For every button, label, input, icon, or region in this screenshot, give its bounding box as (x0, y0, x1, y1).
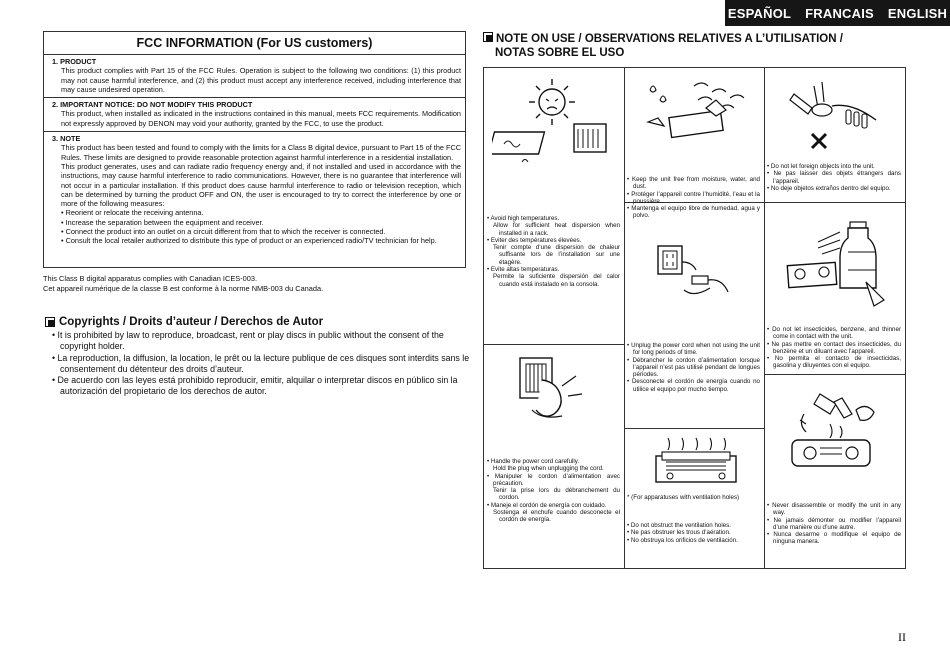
ventilation-illustration (648, 436, 744, 494)
copyrights-heading (45, 316, 323, 328)
list-item: • Ne pas laisser des objets étrangers dans l’appareil. (767, 170, 901, 185)
list-item: • Keep the unit free from moisture, water, and dust. (627, 176, 760, 191)
section-body: This product has been tested and found to comply with the limits for a Class B digital device, pursuant to Part 15 of the FCC Rules. These limits are designed to provide reasonable protection against harmful interference in a residential installation. (61, 143, 461, 162)
fcc-section-product (44, 55, 465, 98)
language-bar (725, 0, 950, 26)
item-main: Avoid high temperatures. (490, 215, 560, 222)
cell-foreign-objects (764, 68, 905, 202)
foreign-text (767, 163, 901, 192)
copyrights-list (52, 330, 470, 398)
checkbox-icon (45, 317, 55, 327)
cord-text (487, 458, 620, 524)
unplug-text (627, 342, 760, 393)
note-on-use-grid (483, 67, 906, 569)
list-item: • It is prohibited by law to reproduce, broadcast, rent or play discs in public without the consent of the copyright holder. (52, 330, 470, 353)
spray-can-illustration (778, 212, 896, 312)
language-english: ENGLISH (887, 5, 948, 21)
foreign-objects-illustration (784, 76, 884, 154)
list-item (487, 502, 620, 524)
list-item: • No deje objetos extraños dentro del equipo. (767, 185, 901, 192)
list-item: • Desconecte el cordón de energía cuando no utilice el equipo por mucho tiempo. (627, 378, 760, 393)
list-item: • Increase the separation between the equipment and receiver. (61, 218, 461, 227)
section-heading: 2. IMPORTANT NOTICE: DO NOT MODIFY THIS PRODUCT (52, 100, 253, 110)
fcc-title: FCC INFORMATION (For US customers) (44, 32, 465, 55)
list-item: • Ne pas obstruer les trous d’aération. (627, 529, 760, 536)
section-heading: 1. PRODUCT (52, 57, 97, 66)
list-item (487, 215, 620, 237)
list-item: • Protéger l’appareil contre l’humidité, l’eau et la poussière. (627, 191, 760, 206)
note-title-line2: NOTAS SOBRE EL USO (495, 47, 625, 59)
list-item: • De acuerdo con las leyes está prohibido reproducir, emitir, alquilar o interpretar discos en público sin la autorización del propietario de los derechos de autor. (52, 375, 470, 398)
item-main: Manipuler le cordon d’alimentation avec précaution. (493, 472, 620, 487)
measures-list (52, 208, 461, 245)
list-item: • Consult the local retailer authorized to distribute this type of product or an experienced radio/TV technician for help. (61, 236, 461, 245)
list-item (487, 237, 620, 266)
list-item: • Unplug the power cord when not using the unit for long periods of time. (627, 342, 760, 357)
heat-text (487, 215, 620, 288)
item-main: Maneje el cordón de energía con cuidado. (490, 501, 607, 509)
item-sub: Sostenga el enchufe cuando desconecte el cordón de energía. (493, 509, 620, 524)
insecticides-text (767, 326, 901, 370)
list-item: • Débrancher le cordon d’alimentation lorsque l’appareil n’est pas utilisé pendant de longues périodes. (627, 357, 760, 379)
item-sub: Hold the plug when unplugging the cord. (493, 465, 604, 473)
cell-moisture (624, 68, 764, 220)
item-main: Eviter des températures élevées. (490, 236, 582, 244)
list-item (487, 266, 620, 288)
moisture-illustration (634, 78, 754, 148)
vent-footnote: * (For apparatuses with ventilation holes) (627, 494, 740, 501)
list-item: • Reorient or relocate the receiving antenna. (61, 208, 461, 217)
item-main: Evite altas temperaturas. (490, 266, 560, 274)
cell-handle-cord (484, 344, 624, 570)
language-espanol: ESPAÑOL (727, 5, 792, 21)
fcc-section-note (44, 132, 465, 249)
cell-insecticides (764, 202, 905, 374)
list-item: • Mantenga el equipo libre de humedad, agua y polvo. (627, 205, 760, 220)
section-heading: 3. NOTE (52, 134, 81, 144)
disassemble-illustration (780, 384, 890, 484)
section-body: This product generates, uses and can radiate radio frequency energy and, if not installed and used in accordance with the instructions, may cause harmful interference to radio communications. However, there is no guarantee that interference will not occur in a particular installation. If this product does cause harmful interference to radio or television reception, which can be determined by turning the product OFF and ON, the user is encouraged to try to correct the interference by one or more of the following measures: (61, 161, 461, 209)
list-item: • Connect the product into an outlet on a circuit different from that to which the receiver is connected. (61, 227, 461, 236)
fcc-section-important-notice (44, 98, 465, 132)
canada-compliance-en: This Class B digital apparatus complies with Canadian ICES-003. (43, 274, 258, 283)
list-item: • No obstruya los orificios de ventilación. (627, 537, 760, 544)
wall-outlet-illustration (654, 242, 734, 302)
fcc-information-box (43, 31, 466, 268)
list-item: • Do not let foreign objects into the unit. (767, 163, 901, 170)
item-sub: Tenir compte d’une dispersion de chaleur suffisante lors de l’installation sur une étagère. (493, 244, 620, 266)
cell-disassemble (764, 374, 905, 570)
item-sub: Permite la suficiente dispersión del calor cuando está instalado en la consola. (493, 273, 620, 288)
plug-hand-illustration (512, 350, 592, 422)
list-item: • Do not let insecticides, benzene, and thinner come in contact with the unit. (767, 326, 901, 341)
list-item (487, 458, 620, 473)
list-item: • Ne jamais démonter ou modifier l’appareil d’une manière ou d’une autre. (767, 517, 901, 532)
checkbox-icon (483, 32, 493, 42)
note-title-line1: NOTE ON USE / OBSERVATIONS RELATIVES A L’UTILISATION / (496, 33, 843, 45)
copyrights-title: Copyrights / Droits d’auteur / Derechos de Autor (59, 316, 324, 328)
language-francais: FRANCAIS (805, 5, 874, 21)
item-sub: Tenir la prise lors du débranchement du cordon. (493, 487, 620, 502)
section-body: This product complies with Part 15 of the FCC Rules. Operation is subject to the following two conditions: (1) this product may not cause harmful interference, and (2) this product must accept any interference received, including interference that may cause undesired operation. (61, 66, 461, 94)
vent-text (627, 522, 760, 544)
cell-unplug (624, 202, 764, 428)
cell-avoid-heat (484, 68, 624, 344)
section-body: This product, when installed as indicated in the instructions contained in this manual, meets FCC requirements. Modification not expressly approved by DENON may void your authority, granted by the FCC, to use the product. (61, 109, 461, 128)
list-item: • Do not obstruct the ventilation holes. (627, 522, 760, 529)
list-item: • Nunca desarme o modifique el equipo de ninguna manera. (767, 531, 901, 546)
item-sub: Allow for sufficient heat dispersion when installed in a rack. (493, 222, 620, 237)
list-item: • La reproduction, la diffusion, la location, le prêt ou la lecture publique de ces disques sont interdits sans le consentement du détenteur des droits d’auteur. (52, 353, 470, 376)
page-number: II (898, 630, 906, 644)
canada-compliance (43, 274, 323, 293)
list-item (487, 473, 620, 502)
list-item: • No permita el contacto de insecticidas, gasolina y diluyentes con el equipo. (767, 355, 901, 370)
disassemble-text (767, 502, 901, 546)
item-main: Handle the power cord carefully. (490, 458, 580, 465)
cell-ventilation (624, 428, 764, 570)
list-item: • Ne pas mettre en contact des insecticides, du benzène et un diluant avec l’appareil. (767, 341, 901, 356)
list-item: • Never disassemble or modify the unit in any way. (767, 502, 901, 517)
note-on-use-heading (483, 32, 883, 60)
sun-heat-illustration (492, 74, 617, 169)
canada-compliance-fr: Cet appareil numérique de la classe B est conforme à la norme NMB-003 du Canada. (43, 283, 324, 293)
